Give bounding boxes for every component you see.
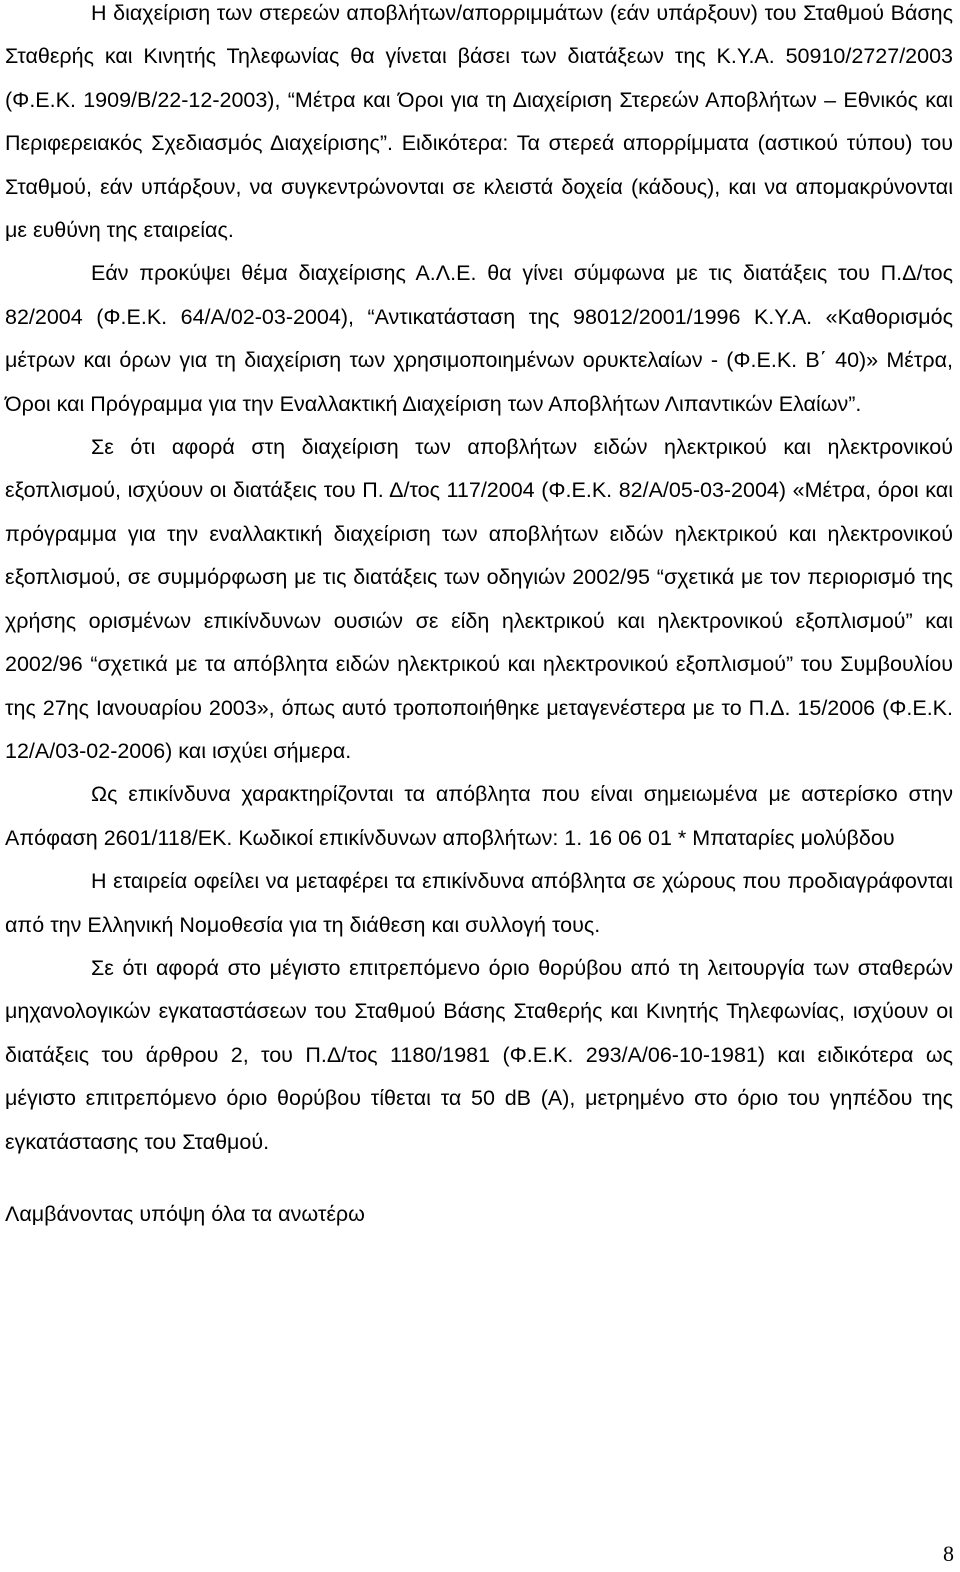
paragraph-hazardous-waste: Ως επικίνδυνα χαρακτηρίζονται τα απόβλητα που είναι σημειωμένα με αστερίσκο στην Απόφαση 2601/118/ΕΚ. Κωδικοί επικίνδυνων αποβλήτων: 1. 16 06 01 * Μπαταρίες μολύβδου [5,782,953,850]
document-page [5,0,953,1236]
paragraph-solid-waste: Η διαχείριση των στερεών αποβλήτων/απορριμμάτων (εάν υπάρξουν) του Σταθμού Βάσης Σταθερής και Κινητής Τηλεφωνίας θα γίνεται βάσει των διατάξεων της Κ.Υ.Α. 50910/2727/2003 (Φ.Ε.Κ. 1909/Β/22-12-2003), “Μέτρα και Όροι για τη Διαχείριση Στερεών Αποβλήτων – Εθνικός και Περιφερειακός Σχεδιασμός Διαχείρισης”. Ειδικότερα: Τα στερεά απορρίμματα (αστικού τύπου) του Σταθμού, εάν υπάρξουν, να συγκεντρώνονται σε κλειστά δοχεία (κάδους), και να απομακρύνονται με ευθύνη της εταιρείας. [5,1,953,243]
paragraph-hazardous-transport: Η εταιρεία οφείλει να μεταφέρει τα επικίνδυνα απόβλητα σε χώρους που προδιαγράφονται από την Ελληνική Νομοθεσία για τη διάθεση και συλλογή τους. [5,869,953,937]
paragraph-waste-oils: Εάν προκύψει θέμα διαχείρισης Α.Λ.Ε. θα γίνει σύμφωνα με τις διατάξεις του Π.Δ/τος 82/2004 (Φ.Ε.Κ. 64/Α/02-03-2004), “Αντικατάσταση της 98012/2001/1996 Κ.Υ.Α. «Καθορισμός μέτρων και όρων για τη διαχείριση των χρησιμοποιημένων ορυκτελαίων - (Φ.Ε.Κ. Β΄ 40)» Μέτρα, Όροι και Πρόγραμμα για την Εναλλακτική Διαχείριση των Αποβλήτων Λιπαντικών Ελαίων”. [5,261,953,416]
paragraph-electrical-waste: Σε ότι αφορά στη διαχείριση των αποβλήτων ειδών ηλεκτρικού και ηλεκτρονικού εξοπλισμού, ισχύουν οι διατάξεις του Π. Δ/τος 117/2004 (Φ.Ε.Κ. 82/Α/05-03-2004) «Μέτρα, όροι και πρόγραμμα για την εναλλακτική διαχείριση των αποβλήτων ειδών ηλεκτρικού και ηλεκτρονικού εξοπλισμού, σε συμμόρφωση με τις διατάξεις των οδηγιών 2002/95 “σχετικά με τον περιορισμό της χρήσης ορισμένων επικίνδυνων ουσιών σε είδη ηλεκτρικού και ηλεκτρονικού εξοπλισμού” και 2002/96 “σχετικά με τα απόβλητα ειδών ηλεκτρικού και ηλεκτρονικού εξοπλισμού” του Συμβουλίου της 27ης Ιανουαρίου 2003», όπως αυτό τροποποιήθηκε μεταγενέστερα με το Π.Δ. 15/2006 (Φ.Ε.Κ. 12/Α/03-02-2006) και ισχύει σήμερα. [5,435,953,763]
paragraph-noise-limit: Σε ότι αφορά στο μέγιστο επιτρεπόμενο όριο θορύβου από τη λειτουργία των σταθερών μηχανολογικών εγκαταστάσεων του Σταθμού Βάσης Σταθερής και Κινητής Τηλεφωνίας, ισχύουν οι διατάξεις του άρθρου 2, του Π.Δ/τος 1180/1981 (Φ.Ε.Κ. 293/Α/06-10-1981) και ειδικότερα ως μέγιστο επιτρεπόμενο όριο θορύβου τίθεται τα 50 dB (A), μετρημένο στο όριο του γηπέδου της εγκατάστασης του Σταθμού. [5,955,953,1154]
paragraph-conclusion: Λαμβάνοντας υπόψη όλα τα ανωτέρω [5,1201,365,1226]
page-number: 8 [943,1541,954,1566]
